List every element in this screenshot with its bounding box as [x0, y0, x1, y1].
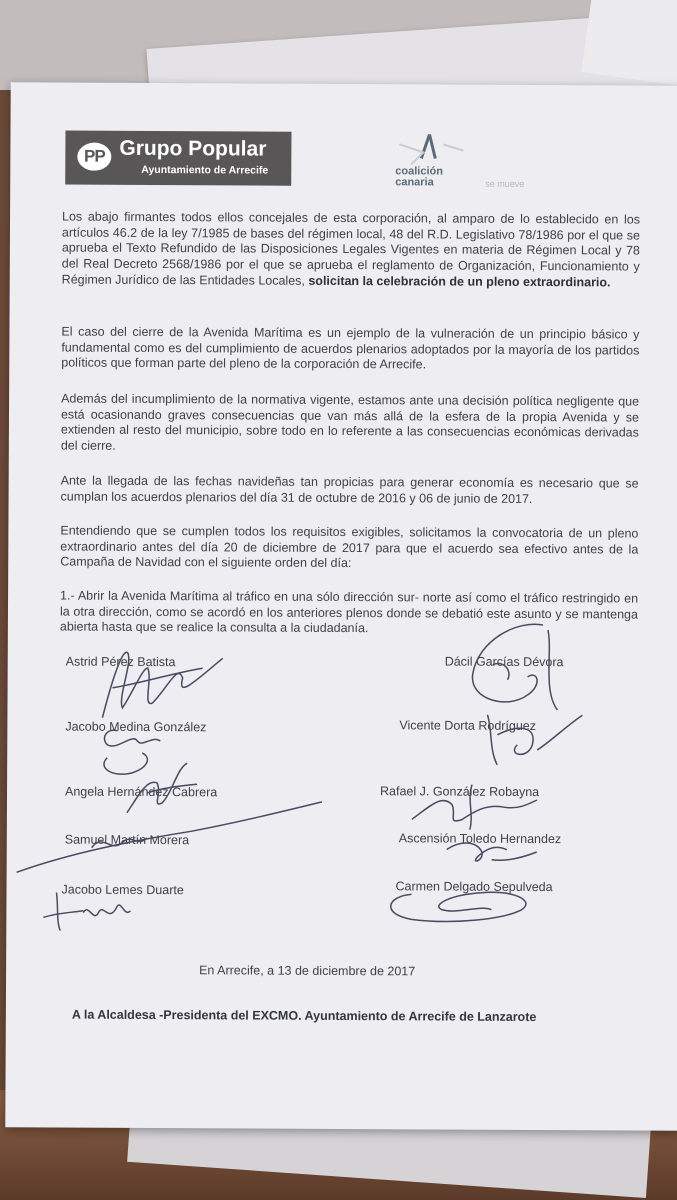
signatory-left-3: Angela Hernández Cabrera: [64, 784, 218, 800]
paragraph-4: Ante la llegada de las fechas navideñas tan propicias para generar economía es necesario que se cumplan los acuerdos plenarios del día 31 de octubre de 2016 y 06 de junio de 2017.: [60, 473, 639, 506]
signatory-right-2: Vicente Dorta Rodríguez: [399, 718, 537, 733]
paragraph-1: [62, 210, 640, 292]
paragraph-6: 1.- Abrir la Avenida Marítima al tráfico en una sólo dirección sur- norte así como el tráfico restringido en la otra dirección, como se acordó en los anteriores plenos donde se debatió este asunto y se mantenga abierta hasta que se realice la consulta a la ciudadanía.: [59, 588, 639, 636]
addressee: A la Alcaldesa -Presidenta del EXCMO. Ayuntamiento de Arrecife de Lanzarote: [71, 1007, 537, 1025]
signatory-right-1: Dácil Garcías Dévora: [444, 654, 564, 670]
signature-astrid-perez: [82, 638, 232, 729]
paragraph-1-text: Los abajo firmantes todos ellos concejales de esta corporación, al amparo de lo establecido en los artículos 46.2 de la ley 7/1985 de bases del régimen local, 48 del R.D. Legislativo 78/1986 por el que se aprueba el Texto Refundido de las Disposiciones Legales Vigentes en materia de Régimen Local y 78 del Real Decreto 2568/1986 por el que se aprueba el reglamento de Organización, Funcionamiento y Régimen Jurídico de las Entidades Locales,: [61, 209, 641, 288]
cc-star-icon: [385, 132, 465, 166]
cc-logo-name: [395, 166, 475, 188]
paragraph-1-bold: solicitan la celebración de un pleno extraordinario.: [308, 273, 611, 290]
paragraph-2: El caso del cierre de la Avenida Marítima es un ejemplo de la vulneración de un principio básico y fundamental como es del cumplimiento de acuerdos plenarios adoptados por la mayoría de los partidos políticos que forman parte del pleno de la corporación de Arrecife.: [61, 324, 640, 372]
cc-logo: [385, 132, 555, 191]
signatory-left-1: Astrid Pérez Batista: [65, 654, 176, 670]
pp-logo-subtitle: Ayuntamiento de Arrecife: [141, 163, 269, 177]
paragraph-5: Entendiendo que se cumplen todos los requisitos exigibles, solicitamos la convocatoria de un pleno extraordinario antes del día 20 de diciembre de 2017 para que el acuerdo sea efectivo antes de la Campaña de Navidad con el siguiente orden del día:: [60, 523, 639, 571]
signatory-left-2: Jacobo Medina González: [65, 719, 207, 735]
signature-jacobo-lemes: [38, 882, 148, 938]
signature-rafael-gonzalez: [402, 774, 542, 835]
signatory-right-4: Ascensión Toledo Hernandez: [398, 831, 562, 847]
signature-samuel-martin: [12, 792, 332, 884]
date-line: En Arrecife, a 13 de diciembre de 2017: [199, 963, 416, 979]
signatory-right-3: Rafael J. González Robayna: [379, 784, 540, 800]
pp-badge-icon: PP: [77, 143, 111, 171]
signatory-left-4: Samuel Martín Morera: [64, 832, 190, 848]
signature-ascension-toledo: [437, 829, 547, 875]
pp-logo: [65, 131, 291, 186]
cc-logo-tagline: se mueve: [485, 178, 525, 189]
cc-name-line1: coalición: [395, 165, 443, 178]
signature-carmen-delgado: [371, 874, 541, 935]
cc-name-line2: canaria: [395, 176, 434, 189]
document-page: [5, 82, 677, 1131]
signatory-left-5: Jacobo Lemes Duarte: [61, 882, 184, 898]
pp-logo-title: Grupo Popular: [119, 136, 267, 161]
signatory-right-5: Carmen Delgado Sepulveda: [395, 879, 553, 895]
paragraph-3: Además del incumplimiento de la normativa vigente, estamos ante una decisión política negligente que está ocasionando graves consecuencias que van más allá de la esfera de la propia Avenida y se extienden al resto del municipio, sobre todo en lo referente a las consecuencias económicas derivadas del cierre.: [60, 391, 640, 453]
signature-vicente-dorta: [477, 695, 587, 776]
